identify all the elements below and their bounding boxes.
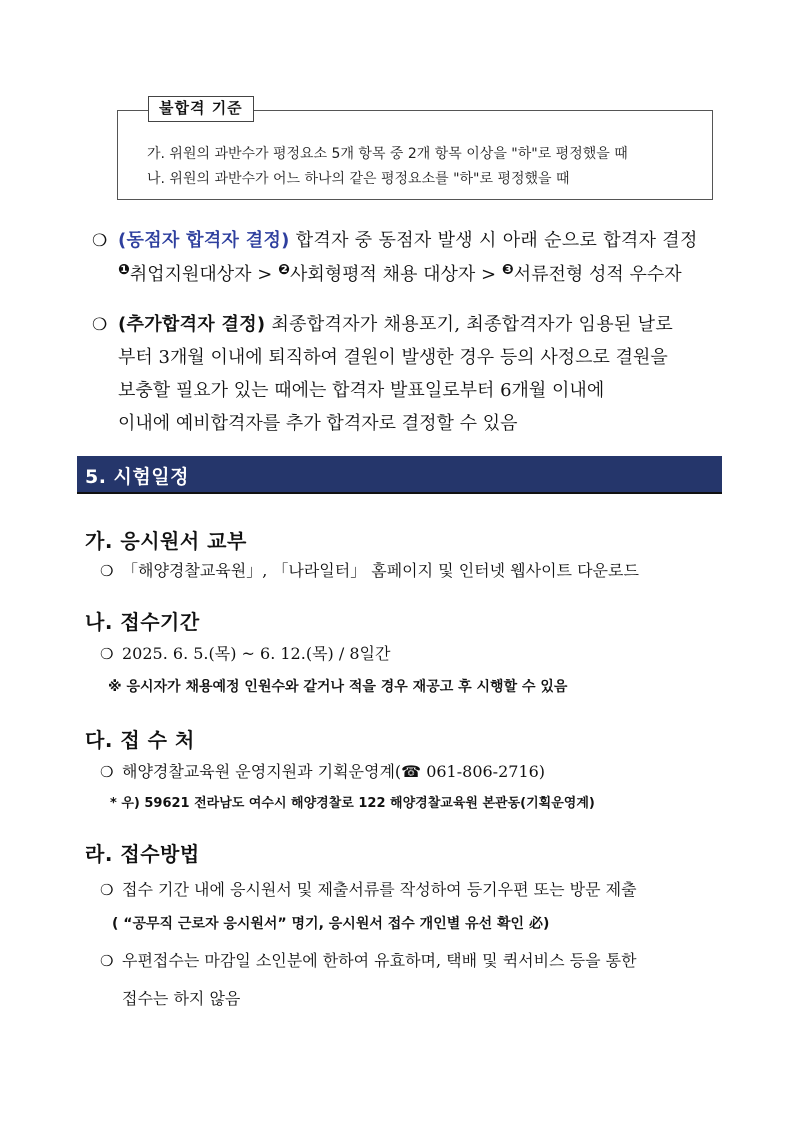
- number-two-icon: ❷: [278, 262, 290, 278]
- bullet-circle-icon: ❍: [100, 952, 114, 970]
- tie-breaker-order: [118, 260, 682, 286]
- additional-pass-line-1: 최종합격자가 채용포기, 최종합격자가 임용된 날로: [265, 314, 674, 335]
- method-heading: 라. 접수방법: [85, 842, 200, 866]
- method-text-1: 접수 기간 내에 응시원서 및 제출서류를 작성하여 등기우편 또는 방문 제출: [122, 880, 637, 899]
- place-heading: 다. 접 수 처: [85, 728, 195, 752]
- method-item-2: [100, 948, 637, 971]
- tie-breaker-paragraph: [92, 226, 698, 252]
- place-item: [100, 759, 545, 782]
- fail-criteria-title: 불합격 기준: [148, 96, 254, 122]
- place-text-prefix: 해양경찰교육원 운영지원과 기획운영계(: [122, 762, 402, 781]
- bullet-circle-icon: ❍: [92, 315, 108, 335]
- additional-pass-paragraph: [92, 310, 673, 336]
- fail-criteria-line-1: 가. 위원의 과반수가 평정요소 5개 항목 중 2개 항목 이상을 "하"로 평정했을 때: [147, 146, 628, 162]
- bullet-circle-icon: ❍: [100, 763, 114, 781]
- bullet-circle-icon: ❍: [100, 645, 114, 663]
- bullet-circle-icon: ❍: [92, 231, 108, 251]
- additional-pass-line-4: 이내에 예비합격자를 추가 합격자로 결정할 수 있음: [118, 413, 518, 434]
- distribution-item: [100, 558, 639, 581]
- bullet-circle-icon: ❍: [100, 881, 114, 899]
- distribution-text: 「해양경찰교육원」, 「나라일터」 홈페이지 및 인터넷 웹사이트 다운로드: [122, 561, 639, 580]
- number-three-icon: ❸: [501, 262, 514, 278]
- additional-pass-line-3: 보충할 필요가 있는 때에는 합격자 발표일로부터 6개월 이내에: [118, 380, 605, 401]
- period-note: ※ 응시자가 채용예정 인원수와 같거나 적을 경우 재공고 후 시행할 수 있음: [108, 679, 568, 695]
- section-header-bar: [77, 456, 722, 494]
- period-text: 2025. 6. 5.(목) ~ 6. 12.(목) / 8일간: [122, 644, 391, 663]
- section-title: 5. 시험일정: [85, 466, 189, 488]
- tie-breaker-label: (동점자 합격자 결정): [118, 230, 290, 251]
- fail-criteria-line-2: 나. 위원의 과반수가 어느 하나의 같은 평정요소를 "하"로 평정했을 때: [147, 171, 570, 187]
- priority-1: 취업지원대상자 >: [129, 264, 279, 285]
- place-address-note: * 우) 59621 전라남도 여수시 해양경찰로 122 해양경찰교육원 본관동(기획운영계): [110, 796, 595, 811]
- priority-3: 서류전형 성적 우수자: [513, 264, 682, 285]
- place-phone: 061-806-2716): [421, 762, 546, 781]
- method-text-2-cont: 접수는 하지 않음: [122, 989, 241, 1008]
- distribution-heading: 가. 응시원서 교부: [85, 529, 247, 553]
- phone-icon: ☎: [401, 762, 422, 781]
- period-heading: 나. 접수기간: [85, 610, 200, 634]
- method-text-2: 우편접수는 마감일 소인분에 한하여 유효하며, 택배 및 퀵서비스 등을 통한: [122, 951, 637, 970]
- method-note: ( “공무직 근로자 응시원서” 명기, 응시원서 접수 개인별 유선 확인 必): [112, 916, 550, 932]
- additional-pass-label: (추가합격자 결정): [118, 314, 266, 335]
- priority-2: 사회형평적 채용 대상자 >: [289, 264, 502, 285]
- bullet-circle-icon: ❍: [100, 562, 114, 580]
- period-item: [100, 641, 390, 664]
- tie-breaker-text: 합격자 중 동점자 발생 시 아래 순으로 합격자 결정: [289, 230, 698, 251]
- additional-pass-line-2: 부터 3개월 이내에 퇴직하여 결원이 발생한 경우 등의 사정으로 결원을: [118, 347, 668, 368]
- method-item-1: [100, 877, 637, 900]
- number-one-icon: ❶: [118, 262, 130, 278]
